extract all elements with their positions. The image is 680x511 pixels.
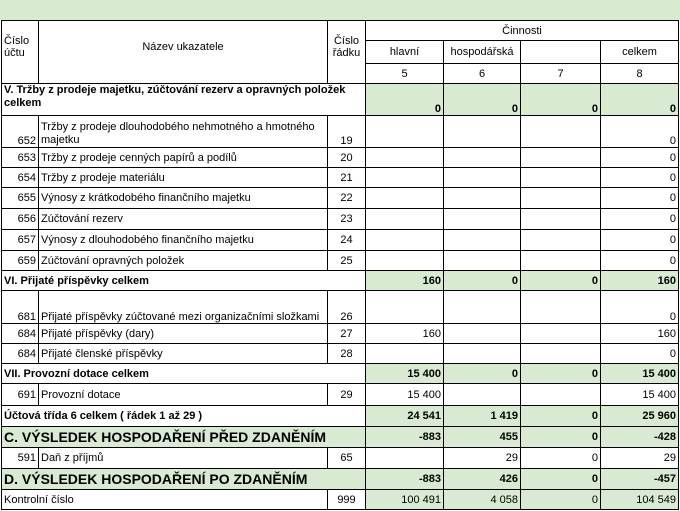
table-row (2, 188, 679, 209)
total-cell: 15 400 (601, 384, 679, 406)
col7-cell (521, 148, 601, 168)
top-green-band (0, 0, 680, 20)
row-number-cell: 22 (328, 188, 366, 209)
col-total-header: celkem (601, 41, 679, 64)
section-v-main: 0 (366, 84, 444, 116)
col7-cell (521, 116, 601, 148)
econ-cell (444, 168, 521, 188)
table-row (2, 251, 679, 271)
acct-cell: 652 (2, 116, 39, 148)
main-cell (366, 230, 444, 251)
result-before-tax-econ: 455 (444, 427, 521, 448)
section-vi-econ: 0 (444, 271, 521, 291)
main-cell (366, 344, 444, 364)
total-cell: 0 (601, 230, 679, 251)
row-number-cell: 21 (328, 168, 366, 188)
total-cell: 0 (601, 344, 679, 364)
section-vi-col7: 0 (521, 271, 601, 291)
table-row (2, 148, 679, 168)
class-6-title: Účtová třída 6 celkem ( řádek 1 až 29 ) (2, 406, 366, 427)
main-cell (366, 188, 444, 209)
total-cell: 0 (601, 251, 679, 271)
control-number-row (2, 490, 679, 510)
econ-cell (444, 188, 521, 209)
section-vi-title: VI. Přijaté příspěvky celkem (2, 271, 366, 291)
main-cell (366, 148, 444, 168)
table-row (2, 168, 679, 188)
section-vii-total: 15 400 (601, 364, 679, 384)
section-vii-main: 15 400 (366, 364, 444, 384)
col-num-8: 8 (601, 64, 679, 84)
econ-cell: 29 (444, 448, 521, 469)
total-cell: 29 (601, 448, 679, 469)
col7-cell (521, 344, 601, 364)
result-after-tax-row (2, 469, 679, 490)
col7-cell (521, 188, 601, 209)
col7-cell: 0 (521, 448, 601, 469)
header-row-1 (2, 21, 679, 41)
col7-cell (521, 168, 601, 188)
col-num-7: 7 (521, 64, 601, 84)
name-cell: Přijaté členské příspěvky (39, 344, 328, 364)
main-cell (366, 291, 444, 324)
table-row (2, 291, 679, 324)
section-v-title: V. Tržby z prodeje majetku, zúčtování rezerv a opravných položek celkem (2, 84, 366, 116)
activities-header: Činnosti (366, 21, 679, 41)
acct-header: Číslo účtu (2, 21, 39, 84)
control-row-number: 999 (328, 490, 366, 510)
acct-cell: 653 (2, 148, 39, 168)
col7-cell (521, 384, 601, 406)
class-6-total-row (2, 406, 679, 427)
acct-cell: 655 (2, 188, 39, 209)
col-num-5: 5 (366, 64, 444, 84)
acct-cell: 659 (2, 251, 39, 271)
econ-cell (444, 344, 521, 364)
row-number-cell: 29 (328, 384, 366, 406)
econ-cell (444, 209, 521, 230)
section-v-col7: 0 (521, 84, 601, 116)
main-cell (366, 116, 444, 148)
row-number-cell: 26 (328, 291, 366, 324)
section-vii-econ: 0 (444, 364, 521, 384)
table-row (2, 384, 679, 406)
col7-cell (521, 251, 601, 271)
acct-cell: 684 (2, 344, 39, 364)
main-cell: 15 400 (366, 384, 444, 406)
result-before-tax-title: C. VÝSLEDEK HOSPODAŘENÍ PŘED ZDANĚNÍM (2, 427, 366, 448)
section-v-total-row (2, 84, 679, 116)
col7-cell (521, 230, 601, 251)
name-cell: Tržby z prodeje cenných papírů a podílů (39, 148, 328, 168)
total-cell: 0 (601, 168, 679, 188)
total-cell: 0 (601, 209, 679, 230)
class-6-total: 25 960 (601, 406, 679, 427)
tax-row (2, 448, 679, 469)
row-number-cell: 65 (328, 448, 366, 469)
table-row (2, 324, 679, 344)
row-number-cell: 28 (328, 344, 366, 364)
main-cell: 160 (366, 324, 444, 344)
table-row (2, 116, 679, 148)
row-number-cell: 25 (328, 251, 366, 271)
acct-cell: 681 (2, 291, 39, 324)
result-before-tax-col7: 0 (521, 427, 601, 448)
econ-cell (444, 291, 521, 324)
result-before-tax-row (2, 427, 679, 448)
class-6-main: 24 541 (366, 406, 444, 427)
acct-cell: 684 (2, 324, 39, 344)
acct-cell: 657 (2, 230, 39, 251)
section-v-econ: 0 (444, 84, 521, 116)
row-number-cell: 20 (328, 148, 366, 168)
table-row (2, 230, 679, 251)
control-number-label: Kontrolní číslo (2, 490, 328, 510)
class-6-econ: 1 419 (444, 406, 521, 427)
row-number-cell: 27 (328, 324, 366, 344)
econ-cell (444, 384, 521, 406)
name-cell: Přijaté příspěvky (dary) (39, 324, 328, 344)
name-cell: Provozní dotace (39, 384, 328, 406)
econ-cell (444, 230, 521, 251)
section-vii-col7: 0 (521, 364, 601, 384)
col7-cell (521, 324, 601, 344)
section-vii-title: VII. Provozní dotace celkem (2, 364, 366, 384)
main-cell (366, 209, 444, 230)
result-after-tax-col7: 0 (521, 469, 601, 490)
table-row (2, 344, 679, 364)
result-after-tax-econ: 426 (444, 469, 521, 490)
col-num-6: 6 (444, 64, 521, 84)
name-cell: Daň z příjmů (39, 448, 328, 469)
total-cell: 0 (601, 291, 679, 324)
econ-cell (444, 116, 521, 148)
col7-cell (521, 291, 601, 324)
acct-cell: 591 (2, 448, 39, 469)
col-econ-header: hospodářská (444, 41, 521, 64)
acct-cell: 656 (2, 209, 39, 230)
result-after-tax-title: D. VÝSLEDEK HOSPODAŘENÍ PO ZDANĚNÍM (2, 469, 366, 490)
section-vi-main: 160 (366, 271, 444, 291)
name-cell: Zúčtování opravných položek (39, 251, 328, 271)
row-number-cell: 19 (328, 116, 366, 148)
col7-cell (521, 209, 601, 230)
name-header: Název ukazatele (39, 21, 328, 84)
total-cell: 0 (601, 116, 679, 148)
econ-cell (444, 324, 521, 344)
col-main-header: hlavní (366, 41, 444, 64)
income-statement-table (1, 20, 679, 510)
row-number-header: Číslo řádku (328, 21, 366, 84)
acct-cell: 691 (2, 384, 39, 406)
name-cell: Výnosy z dlouhodobého finančního majetku (39, 230, 328, 251)
result-after-tax-main: -883 (366, 469, 444, 490)
econ-cell (444, 251, 521, 271)
name-cell: Zúčtování rezerv (39, 209, 328, 230)
control-econ: 4 058 (444, 490, 521, 510)
total-cell: 0 (601, 188, 679, 209)
name-cell: Výnosy z krátkodobého finančního majetku (39, 188, 328, 209)
total-cell: 160 (601, 324, 679, 344)
row-number-cell: 24 (328, 230, 366, 251)
result-after-tax-total: -457 (601, 469, 679, 490)
class-6-col7: 0 (521, 406, 601, 427)
table-row (2, 209, 679, 230)
name-cell: Tržby z prodeje materiálu (39, 168, 328, 188)
result-before-tax-main: -883 (366, 427, 444, 448)
total-cell: 0 (601, 148, 679, 168)
control-total: 104 549 (601, 490, 679, 510)
row-number-cell: 23 (328, 209, 366, 230)
name-cell: Tržby z prodeje dlouhodobého nehmotného a hmotného majetku (39, 116, 328, 148)
main-cell (366, 448, 444, 469)
main-cell (366, 251, 444, 271)
acct-cell: 654 (2, 168, 39, 188)
name-cell: Přijaté příspěvky zúčtované mezi organizačními složkami (39, 291, 328, 324)
result-before-tax-total: -428 (601, 427, 679, 448)
section-vi-total: 160 (601, 271, 679, 291)
econ-cell (444, 148, 521, 168)
control-main: 100 491 (366, 490, 444, 510)
col-blank-header (521, 41, 601, 64)
main-cell (366, 168, 444, 188)
control-col7: 0 (521, 490, 601, 510)
section-v-total: 0 (601, 84, 679, 116)
section-vii-total-row (2, 364, 679, 384)
section-vi-total-row (2, 271, 679, 291)
